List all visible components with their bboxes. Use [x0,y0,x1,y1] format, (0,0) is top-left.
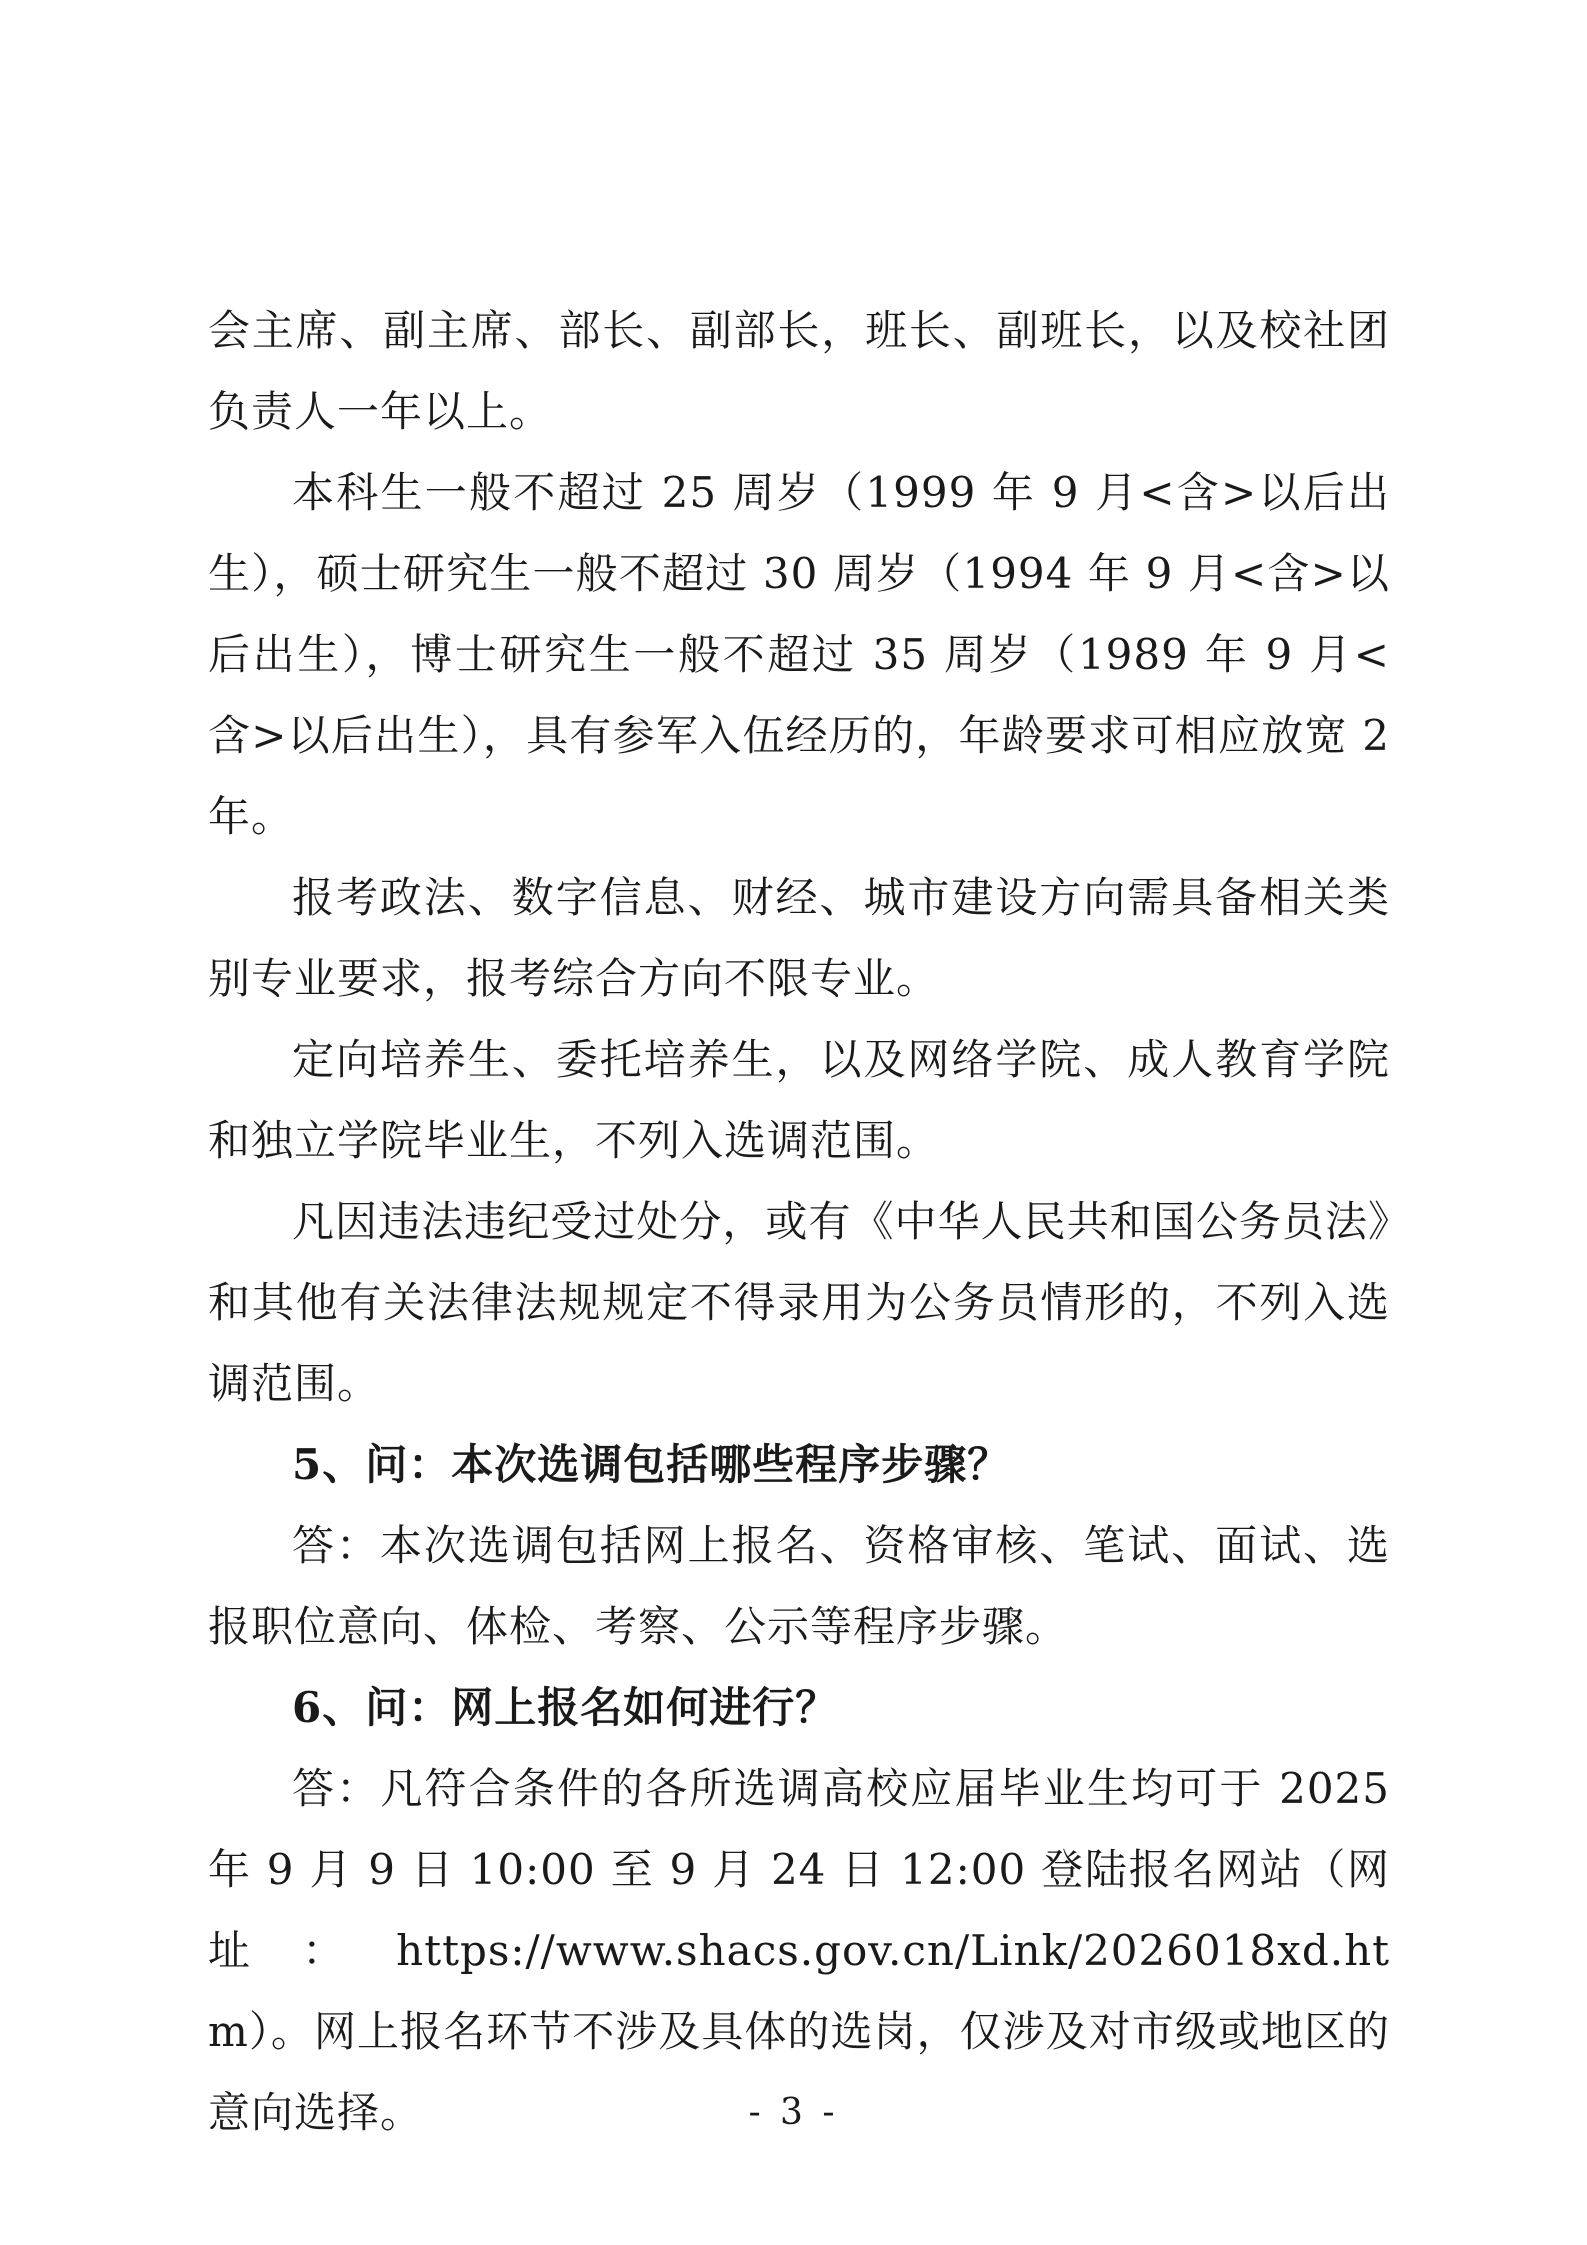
answer-5: 答：本次选调包括网上报名、资格审核、笔试、面试、选报职位意向、体检、考察、公示等程序步骤。 [208,1521,1390,1651]
paragraph-major-requirements: 报考政法、数字信息、财经、城市建设方向需具备相关类别专业要求，报考综合方向不限专业。 [208,873,1390,1003]
paragraph-excluded-graduates: 定向培养生、委托培养生，以及网络学院、成人教育学院和独立学院毕业生，不列入选调范围。 [208,1035,1390,1165]
question-6: 6、问：网上报名如何进行？ [292,1683,839,1732]
paragraph-continuation: 会主席、副主席、部长、副部长，班长、副班长，以及校社团负责人一年以上。 [208,306,1390,436]
question-5: 5、问：本次选调包括哪些程序步骤？ [292,1440,1011,1489]
page-number: - 3 - [748,2092,839,2133]
paragraph-disciplinary-exclusion: 凡因违法违纪受过处分，或有《中华人民共和国公务员法》和其他有关法律法规规定不得录用为公务员情形的，不列入选调范围。 [208,1197,1390,1408]
document-body [208,290,1390,2153]
paragraph-age-requirements: 本科生一般不超过 25 周岁（1999 年 9 月<含>以后出生），硕士研究生一般不超过 30 周岁（1994 年 9 月<含>以后出生），博士研究生一般不超过 35 周岁（1989 年 9 月<含>以后出生），具有参军入伍经历的，年龄要求可相应放宽 2 年。 [208,468,1390,841]
answer-6: 答：凡符合条件的各所选调高校应届毕业生均可于 2025 年 9 月 9 日 10:00 至 9 月 24 日 12:00 登陆报名网站（网址：https://www.shacs.gov.cn/Link/2026018xd.htm）。网上报名环节不涉及具体的选岗，仅涉及对市级或地区的意向选择。 [208,1764,1390,2137]
